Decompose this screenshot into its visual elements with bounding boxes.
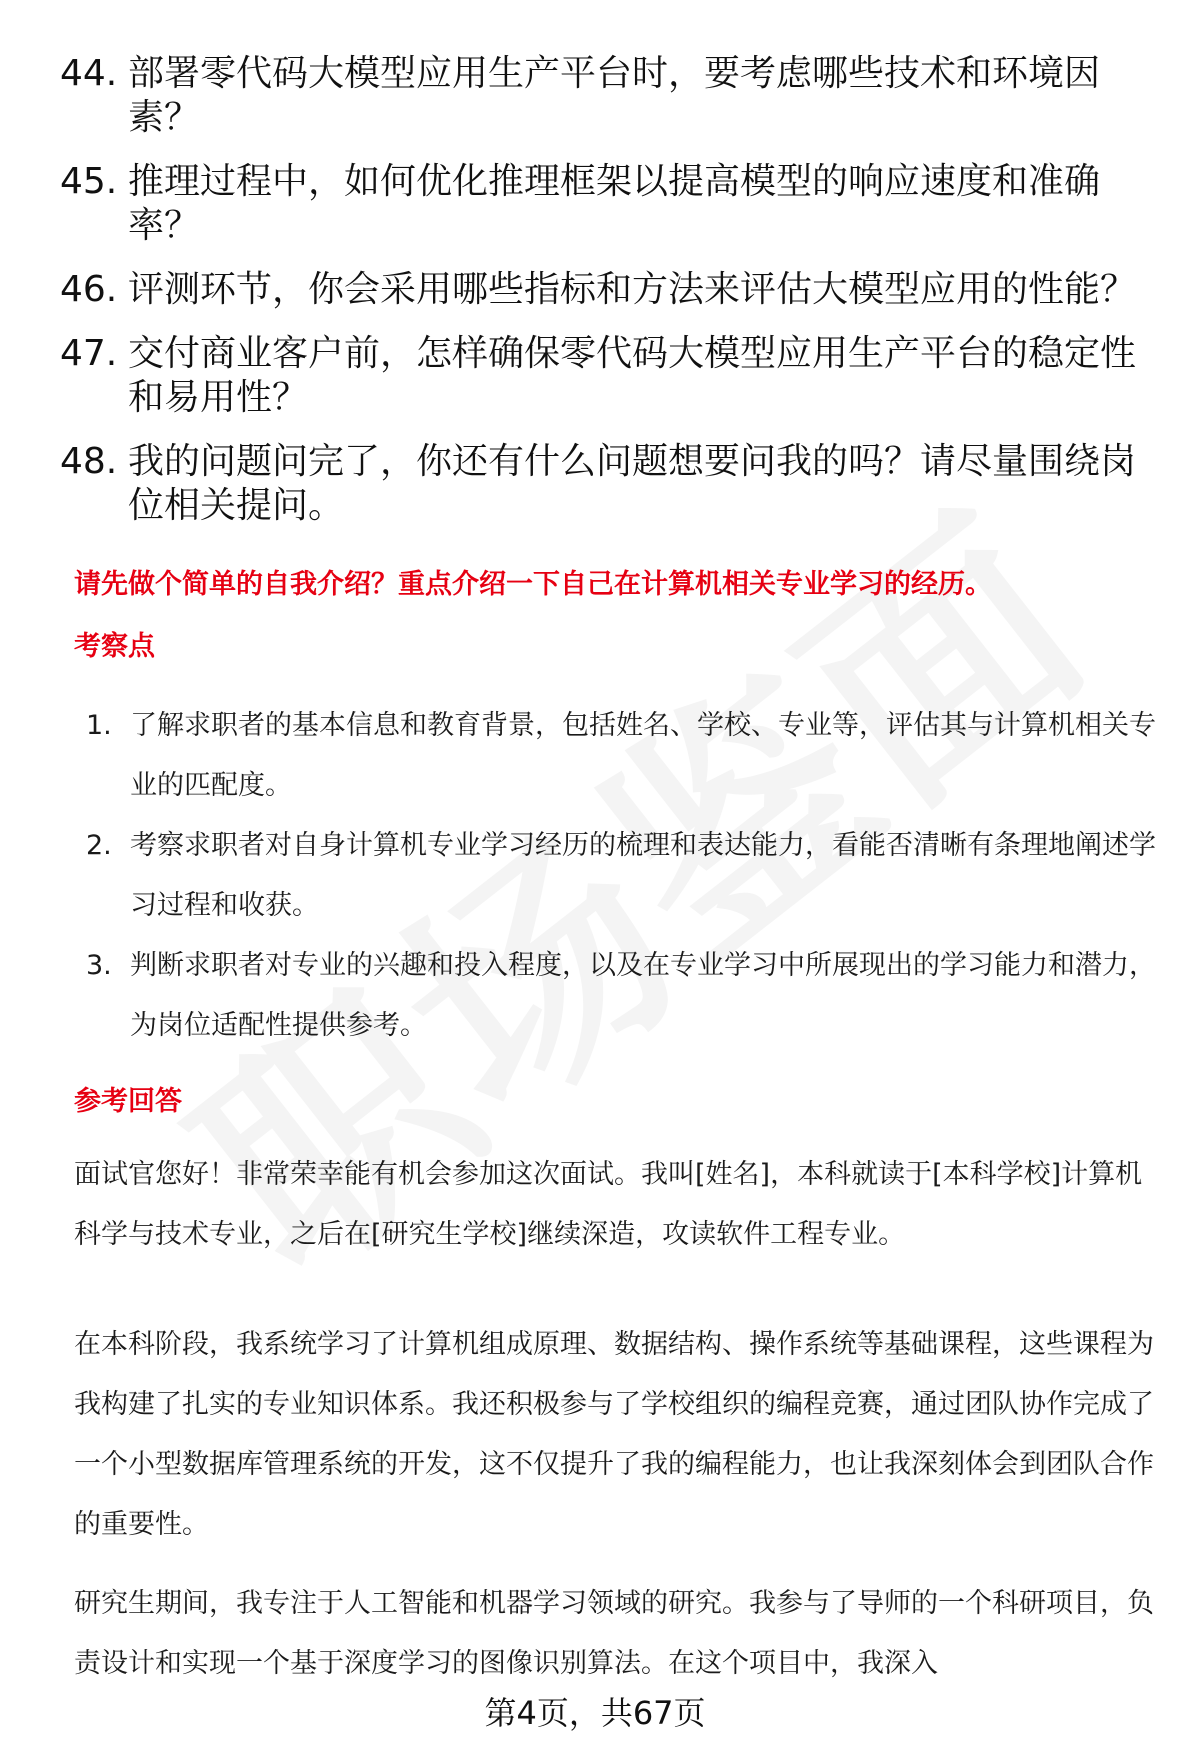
list-item: [86, 696, 1166, 816]
point-number: 2.: [86, 830, 112, 861]
question-list: [60, 52, 1140, 548]
question-text: 我的问题问完了，你还有什么问题想要问我的吗？请尽量围绕岗位相关提问。: [128, 441, 1137, 526]
question-number: 47.: [60, 333, 118, 374]
question-text: 交付商业客户前，怎样确保零代码大模型应用生产平台的稳定性和易用性？: [128, 333, 1137, 418]
answer-heading: 参考回答: [74, 1086, 182, 1117]
list-item: [86, 816, 1166, 936]
point-number: 3.: [86, 950, 112, 981]
point-number: 1.: [86, 710, 112, 741]
page-number-footer: 第4页，共67页: [484, 1694, 706, 1732]
answer-paragraph: 研究生期间，我专注于人工智能和机器学习领域的研究。我参与了导师的一个科研项目，负责设计和实现一个基于深度学习的图像识别算法。在这个项目中，我深入: [74, 1588, 1154, 1679]
list-item: [60, 52, 1140, 140]
answer-paragraph: 面试官您好！非常荣幸能有机会参加这次面试。我叫[姓名]，本科就读于[本科学校]计算机科学与技术专业，之后在[研究生学校]继续深造，攻读软件工程专业。: [74, 1159, 1143, 1250]
point-text: 判断求职者对专业的兴趣和投入程度，以及在专业学习中所展现出的学习能力和潜力，为岗位适配性提供参考。: [130, 950, 1156, 1041]
question-number: 48.: [60, 441, 118, 482]
question-text: 评测环节，你会采用哪些指标和方法来评估大模型应用的性能？: [128, 269, 1137, 310]
question-text: 推理过程中，如何优化推理框架以提高模型的响应速度和准确率？: [128, 161, 1101, 246]
list-item: [60, 332, 1140, 420]
point-text: 了解求职者的基本信息和教育背景，包括姓名、学校、专业等，评估其与计算机相关专业的匹配度。: [130, 710, 1156, 801]
question-number: 44.: [60, 53, 118, 94]
list-item: [86, 936, 1166, 1056]
list-item: [60, 268, 1140, 312]
list-item: [60, 160, 1140, 248]
point-text: 考察求职者对自身计算机专业学习经历的梳理和表达能力，看能否清晰有条理地阐述学习过程和收获。: [130, 830, 1156, 921]
points-heading: 考察点: [74, 631, 155, 662]
question-text: 部署零代码大模型应用生产平台时，要考虑哪些技术和环境因素？: [128, 53, 1101, 138]
question-number: 45.: [60, 161, 118, 202]
list-item: [60, 440, 1140, 528]
section-question-heading: 请先做个简单的自我介绍？重点介绍一下自己在计算机相关专业学习的经历。: [74, 569, 992, 600]
answer-paragraph: 在本科阶段，我系统学习了计算机组成原理、数据结构、操作系统等基础课程，这些课程为我构建了扎实的专业知识体系。我还积极参与了学校组织的编程竞赛，通过团队协作完成了一个小型数据库管理系统的开发，这不仅提升了我的编程能力，也让我深刻体会到团队合作的重要性。: [74, 1329, 1154, 1540]
question-number: 46.: [60, 269, 118, 310]
points-list: [86, 696, 1166, 1056]
